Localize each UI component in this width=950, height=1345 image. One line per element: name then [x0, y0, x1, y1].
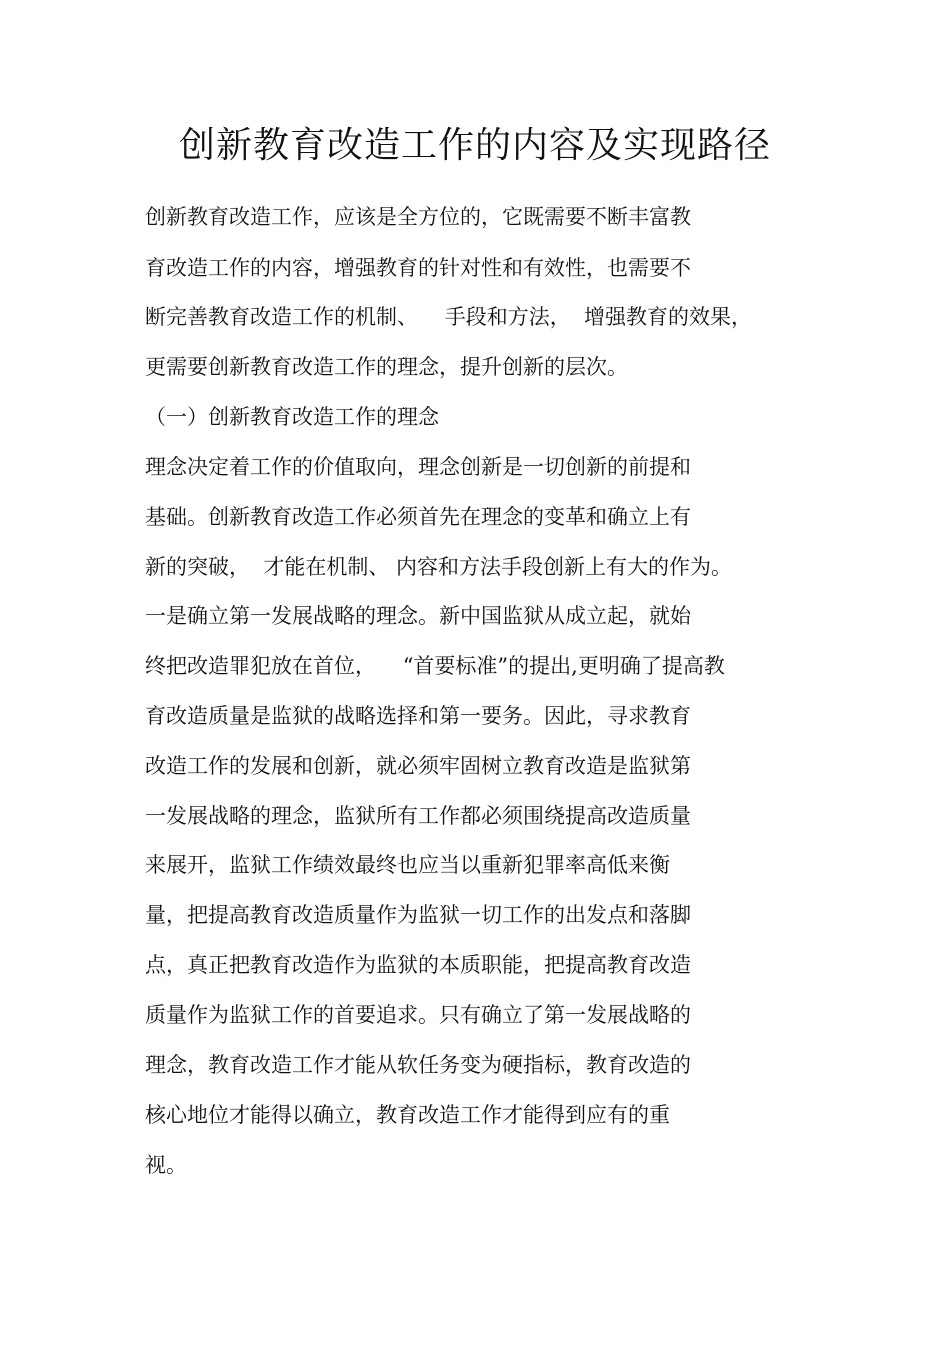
text-line: 更需要创新教育改造工作的理念，提升创新的层次。 — [145, 355, 628, 379]
text-line: 量，把提高教育改造质量作为监狱一切工作的出发点和落脚 — [145, 903, 691, 927]
text-line: 新的突破， 才能在机制、 内容和方法手段创新上有大的作为。 — [145, 555, 733, 579]
text-line: 理念决定着工作的价值取向，理念创新是一切创新的前提和 — [145, 455, 691, 479]
text-line: 视。 — [145, 1153, 187, 1177]
text-line: 一发展战略的理念，监狱所有工作都必须围绕提高改造质量 — [145, 804, 691, 828]
text-line: 基础。创新教育改造工作必须首先在理念的变革和确立上有 — [145, 505, 691, 529]
text-line: 育改造质量是监狱的战略选择和第一要务。因此，寻求教育 — [145, 704, 691, 728]
text-line: 育改造工作的内容，增强教育的针对性和有效性，也需要不 — [145, 256, 691, 280]
text-line: 点，真正把教育改造作为监狱的本质职能，把提高教育改造 — [145, 953, 691, 977]
text-line: 理念，教育改造工作才能从软任务变为硬指标，教育改造的 — [145, 1053, 691, 1077]
text-line: 核心地位才能得以确立，教育改造工作才能得到应有的重 — [145, 1103, 670, 1127]
section-heading: （一）创新教育改造工作的理念 — [145, 405, 439, 429]
text-line: 改造工作的发展和创新，就必须牢固树立教育改造是监狱第 — [145, 754, 691, 778]
text-line: 来展开，监狱工作绩效最终也应当以重新犯罪率高低来衡 — [145, 853, 670, 877]
document-title: 创新教育改造工作的内容及实现路径 — [178, 125, 771, 166]
text-line: 质量作为监狱工作的首要追求。只有确立了第一发展战略的 — [145, 1003, 691, 1027]
text-line: 终把改造罪犯放在首位， “首要标准”的提出,更明确了提高教 — [145, 654, 725, 678]
text-line: 一是确立第一发展战略的理念。新中国监狱从成立起，就始 — [145, 604, 691, 628]
text-line: 断完善教育改造工作的机制、 手段和方法， 增强教育的效果， — [145, 305, 753, 329]
text-line: 创新教育改造工作，应该是全方位的，它既需要不断丰富教 — [145, 205, 691, 229]
